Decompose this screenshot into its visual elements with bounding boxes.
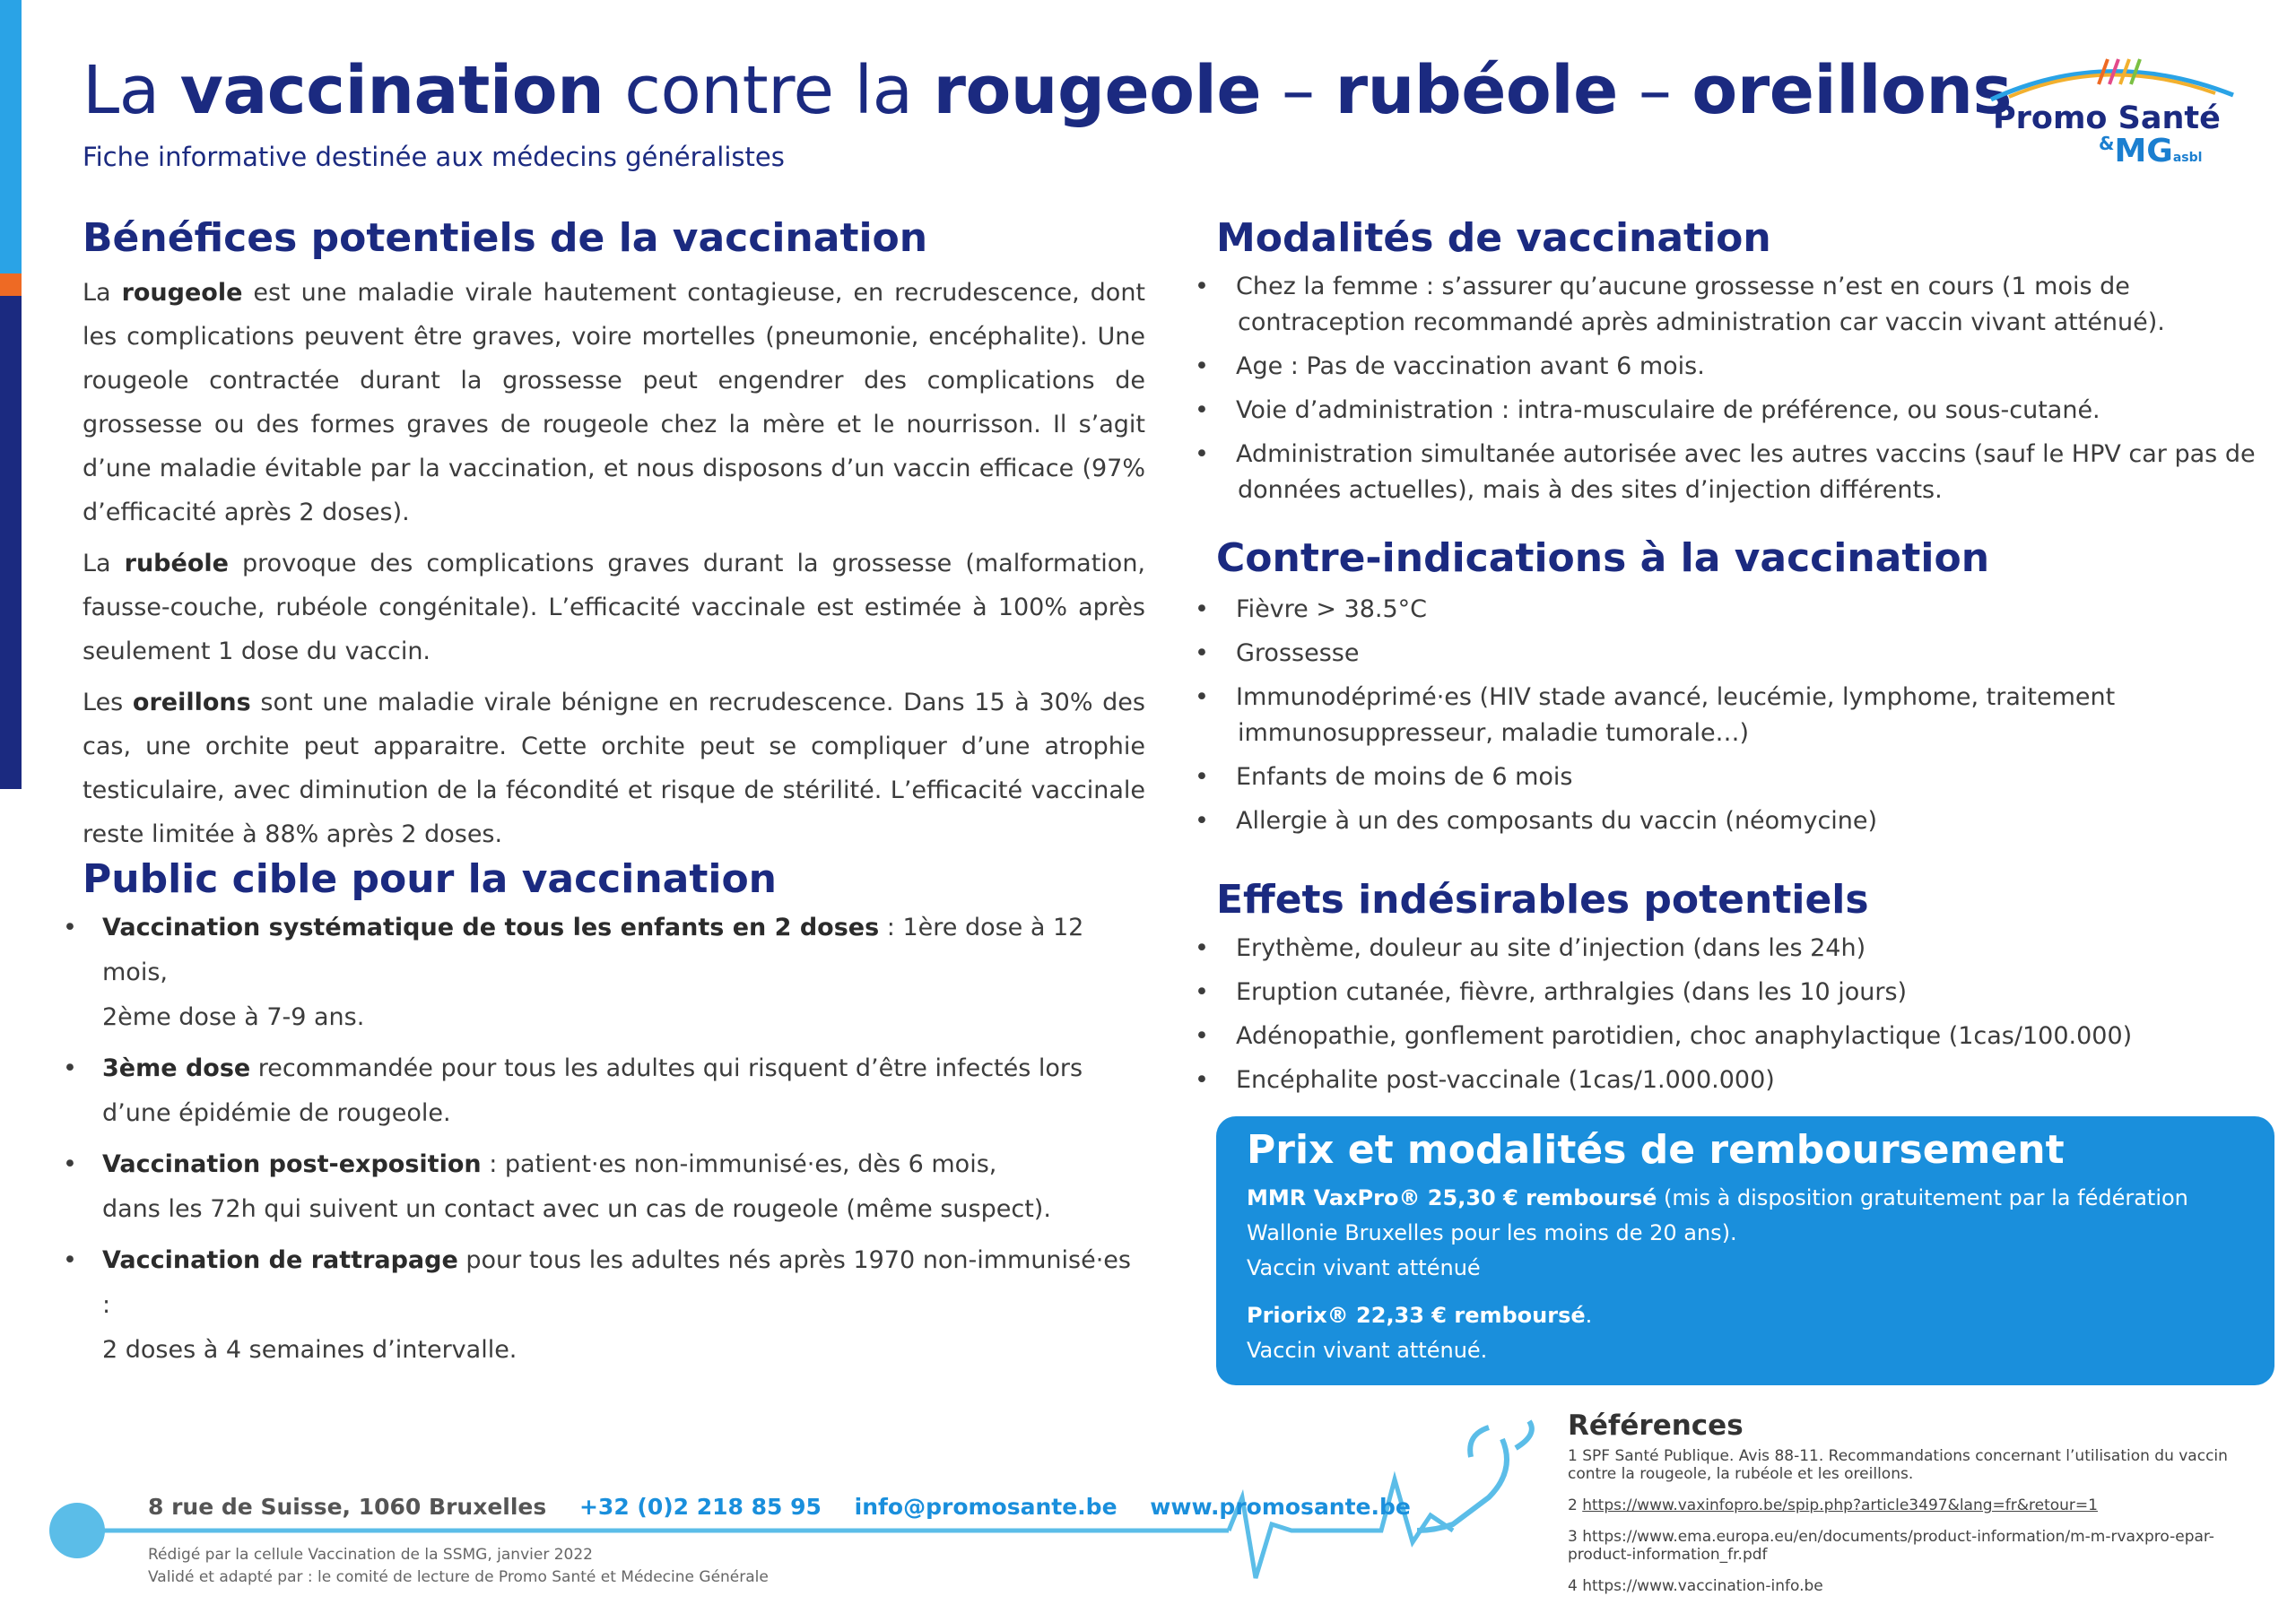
footer-website[interactable]: www.promosante.be: [1150, 1494, 1411, 1520]
bullet-icon: •: [1195, 639, 1209, 667]
bullet-icon: •: [1195, 1066, 1209, 1094]
footer-credit-line-2: Validé et adapté par : le comité de lecture de Promo Santé et Médecine Générale: [148, 1568, 769, 1586]
list-item: • Allergie à un des composants du vaccin (néomycine): [1216, 803, 2283, 839]
list-item: • Administration simultanée autorisée avec les autres vaccins (sauf le HPV car pas de données actuelles), mais à des sites d’injection différents.: [1216, 437, 2283, 508]
list-item: • Vaccination post-exposition : patient·es non-immunisé·es, dès 6 mois, dans les 72h qui suivent un contact avec un cas de rougeole (même suspect).: [83, 1142, 1145, 1232]
list-item: • 3ème dose recommandée pour tous les adultes qui risquent d’être infectés lors d’une épidémie de rougeole.: [83, 1046, 1145, 1136]
footer-credits: [148, 1544, 769, 1589]
bullet-icon: •: [1195, 352, 1209, 380]
footer-email[interactable]: info@promosante.be: [854, 1494, 1118, 1520]
prix-body: [1247, 1181, 2242, 1381]
bullet-icon: •: [1195, 273, 1209, 300]
list-item: • Age : Pas de vaccination avant 6 mois.: [1216, 349, 2283, 385]
heading-benefices: Bénéfices potentiels de la vaccination: [83, 215, 928, 261]
reference-item[interactable]: 2 https://www.vaxinfopro.be/spip.php?article3497&lang=fr&retour=1: [1568, 1496, 2098, 1514]
list-item: • Eruption cutanée, fièvre, arthralgies (dans les 10 jours): [1216, 975, 2283, 1010]
benefices-paragraph: La rougeole est une maladie virale hautement contagieuse, en recrudescence, dont les complications peuvent être graves, voire mortelles (pneumonie, encéphalite). Une rougeole contractée durant la grossesse peut engendrer des complications de grossesse ou des formes graves de rougeole chez la mère et le nourrisson. Il s’agit d’une maladie évitable par la vaccination, et nous disposons d’un vaccin efficace (97% d’efficacité après 2 doses).: [83, 279, 1146, 526]
bullet-icon: •: [63, 1246, 77, 1274]
list-item: • Chez la femme : s’assurer qu’aucune grossesse n’est en cours (1 mois de contraception recommandé après administration car vaccin vivant atténué).: [1216, 269, 2283, 341]
bullet-icon: •: [1195, 396, 1209, 424]
side-accent-light-blue: [0, 0, 22, 273]
bullet-icon: •: [1195, 440, 1209, 468]
list-item: • Erythème, douleur au site d’injection (dans les 24h): [1216, 931, 2283, 967]
page-subtitle: Fiche informative destinée aux médecins généralistes: [83, 142, 785, 172]
page-title: La vaccination contre la rougeole – rubéole – oreillons: [83, 52, 2013, 129]
logo-arc-icon: [1973, 50, 2242, 104]
side-accent-dark-blue: [0, 296, 22, 789]
list-item: • Vaccination systématique de tous les enfants en 2 doses : 1ère dose à 12 mois, 2ème dose à 7-9 ans.: [83, 906, 1145, 1040]
list-item: • Immunodéprimé·es (HIV stade avancé, leucémie, lymphome, traitement immunosuppresseur, maladie tumorale…): [1216, 680, 2283, 751]
footer-phone[interactable]: +32 (0)2 218 85 95: [578, 1494, 822, 1520]
heading-effets: Effets indésirables potentiels: [1216, 877, 1869, 923]
prix-box: [1216, 1116, 2274, 1385]
heading-modalites: Modalités de vaccination: [1216, 215, 1771, 261]
bullet-icon: •: [1195, 763, 1209, 791]
mmr-vaxpro-info: MMR VaxPro® 25,30 € remboursé (mis à disposition gratuitement par la fédération Wallonie Bruxelles pour les moins de 20 ans). Vaccin vivant atténué: [1247, 1185, 2188, 1280]
reference-item: 4 https://www.vaccination-info.be: [1568, 1577, 1823, 1595]
contre-indications-list: [1195, 592, 2283, 847]
effets-list: [1195, 931, 2283, 1106]
promo-sante-logo: [1973, 50, 2242, 176]
footer-credit-line-1: Rédigé par la cellule Vaccination de la SSMG, janvier 2022: [148, 1546, 593, 1564]
bullet-icon: •: [1195, 595, 1209, 623]
public-cible-list: [63, 906, 1145, 1379]
list-item: • Vaccination de rattrapage pour tous les adultes nés après 1970 non-immunisé·es : 2 doses à 4 semaines d’intervalle.: [83, 1238, 1145, 1373]
bullet-icon: •: [63, 914, 77, 941]
bullet-icon: •: [1195, 683, 1209, 711]
logo-mg: &MGasbl: [2099, 133, 2203, 169]
logo-wordmark: Promo Santé: [1993, 100, 2221, 136]
bullet-icon: •: [1195, 807, 1209, 835]
bullet-icon: •: [1195, 1022, 1209, 1050]
list-item: • Fièvre > 38.5°C: [1216, 592, 2283, 628]
bullet-icon: •: [63, 1054, 77, 1082]
footer-contact: [148, 1494, 1436, 1520]
benefices-paragraph: Les oreillons sont une maladie virale bénigne en recrudescence. Dans 15 à 30% des cas, une orchite peut apparaitre. Cette orchite peut se compliquer d’une atrophie testiculaire, avec diminution de la fécondité et risque de stérilité. L’efficacité vaccinale reste limitée à 88% après 2 doses.: [83, 689, 1145, 848]
priorix-info: Priorix® 22,33 € remboursé. Vaccin vivant atténué.: [1247, 1303, 1593, 1363]
list-item: • Grossesse: [1216, 636, 2283, 672]
modalites-list: [1195, 269, 2283, 516]
heading-contre-indications: Contre-indications à la vaccination: [1216, 535, 1990, 581]
list-item: • Encéphalite post-vaccinale (1cas/1.000.000): [1216, 1063, 2283, 1098]
bullet-icon: •: [1195, 978, 1209, 1006]
references-list: [1568, 1447, 2267, 1609]
benefices-text: [83, 271, 1145, 863]
list-item: • Enfants de moins de 6 mois: [1216, 759, 2283, 795]
footer-address: 8 rue de Suisse, 1060 Bruxelles: [148, 1494, 547, 1520]
prix-heading: Prix et modalités de remboursement: [1247, 1127, 2065, 1173]
reference-item: 1 SPF Santé Publique. Avis 88-11. Recommandations concernant l’utilisation du vaccin contre la rougeole, la rubéole et les oreillons.: [1568, 1447, 2228, 1483]
reference-item: 3 https://www.ema.europa.eu/en/documents/product-information/m-m-rvaxpro-epar-product-information_fr.pdf: [1568, 1528, 2214, 1564]
list-item: • Adénopathie, gonflement parotidien, choc anaphylactique (1cas/100.000): [1216, 1019, 2283, 1054]
list-item: • Voie d’administration : intra-musculaire de préférence, ou sous-cutané.: [1216, 393, 2283, 429]
heading-public-cible: Public cible pour la vaccination: [83, 856, 777, 902]
side-accent-orange: [0, 273, 22, 296]
benefices-paragraph: La rubéole provoque des complications graves durant la grossesse (malformation, fausse-couche, rubéole congénitale). L’efficacité vaccinale est estimée à 100% après seulement 1 dose du vaccin.: [83, 550, 1146, 665]
references-heading: Références: [1568, 1409, 1744, 1442]
bullet-icon: •: [63, 1150, 77, 1178]
bullet-icon: •: [1195, 934, 1209, 962]
